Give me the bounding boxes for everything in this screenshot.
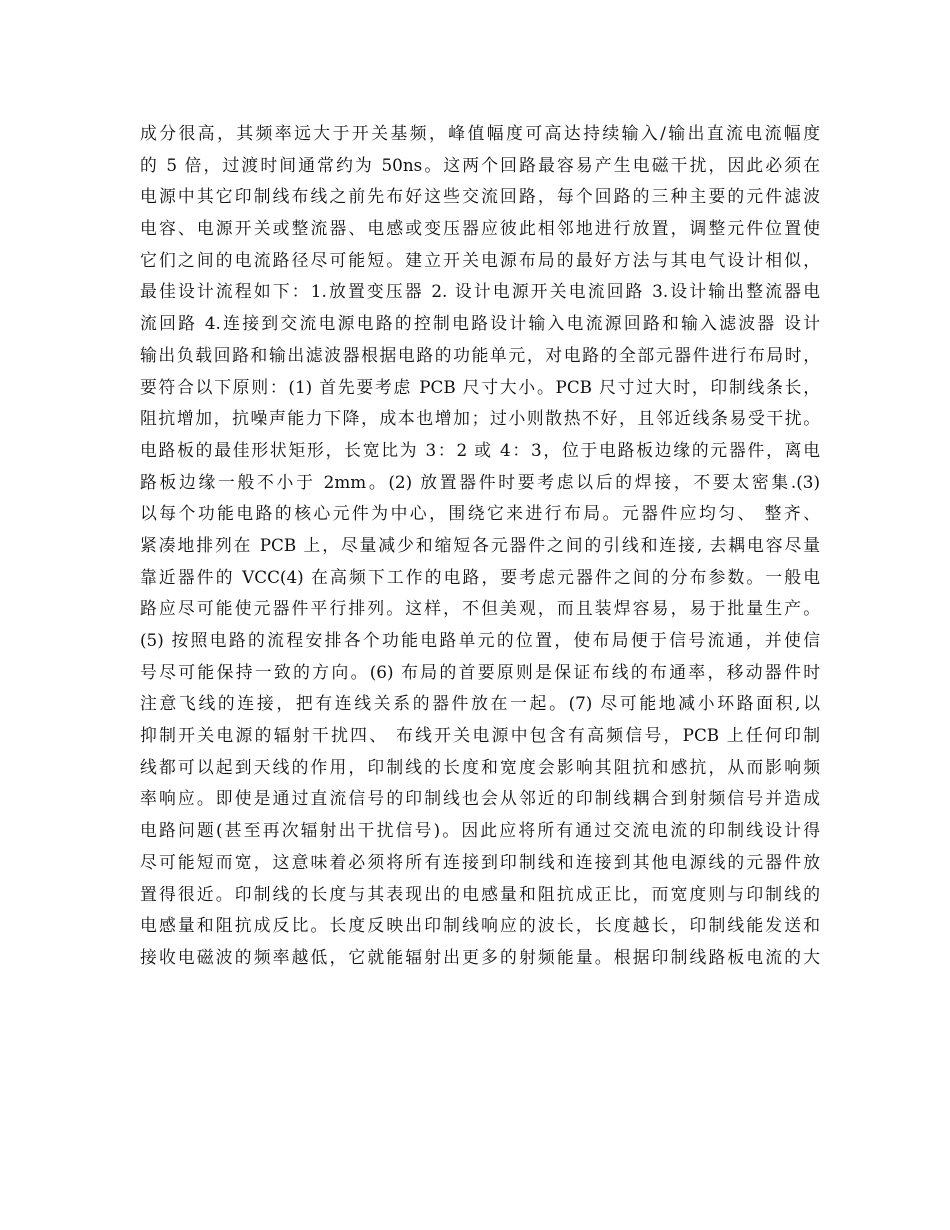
text-line: 路板边缘一般不小于 2mm。(2) 放置器件时要考虑以后的焊接，不要太密集.(3) bbox=[140, 471, 820, 492]
text-line: 要符合以下原则：(1) 首先要考虑 PCB 尺寸大小。PCB 尺寸过大时，印制线条长， bbox=[140, 376, 820, 397]
text-line: (5) 按照电路的流程安排各个功能电路单元的位置，使布局便于信号流通，并使信 bbox=[140, 630, 820, 650]
text-line: 路应尽可能使元器件平行排列。这样，不但美观，而且装焊容易，易于批量生产。 bbox=[140, 598, 820, 619]
text-line: 电感量和阻抗成反比。长度反映出印制线响应的波长，长度越长，印制线能发送和 bbox=[140, 915, 820, 936]
text-line: 线都可以起到天线的作用，印制线的长度和宽度会影响其阻抗和感抗，从而影响频 bbox=[140, 756, 820, 777]
text-line: 阻抗增加，抗噪声能力下降，成本也增加；过小则散热不好，且邻近线条易受干扰。 bbox=[140, 408, 820, 429]
text-line: 它们之间的电流路径尽可能短。建立开关电源布局的最好方法与其电气设计相似， bbox=[140, 249, 820, 270]
text-line: 最佳设计流程如下：1.放置变压器 2. 设计电源开关电流回路 3.设计输出整流器电 bbox=[140, 281, 820, 302]
text-line: 的 5 倍，过渡时间通常约为 50ns。这两个回路最容易产生电磁干扰，因此必须在 bbox=[140, 154, 820, 175]
text-line: 流回路 4.连接到交流电源电路的控制电路设计输入电流源回路和输入滤波器 设计 bbox=[140, 313, 820, 334]
text-line: 电路板的最佳形状矩形，长宽比为 3：2 或 4：3，位于电路板边缘的元器件，离电 bbox=[140, 439, 820, 460]
text-line: 紧凑地排列在 PCB 上，尽量减少和缩短各元器件之间的引线和连接, 去耦电容尽量 bbox=[140, 534, 820, 555]
text-line: 输出负载回路和输出滤波器根据电路的功能单元，对电路的全部元器件进行布局时， bbox=[140, 344, 820, 365]
text-line: 电源中其它印制线布线之前先布好这些交流回路，每个回路的三种主要的元件滤波 bbox=[140, 186, 820, 207]
text-line: 电容、电源开关或整流器、电感或变压器应彼此相邻地进行放置，调整元件位置使 bbox=[140, 218, 820, 239]
text-line: 尽可能短而宽，这意味着必须将所有连接到印制线和连接到其他电源线的元器件放 bbox=[140, 851, 820, 872]
text-line: 号尽可能保持一致的方向。(6) 布局的首要原则是保证布线的布通率，移动器件时 bbox=[140, 661, 820, 682]
text-line: 接收电磁波的频率越低，它就能辐射出更多的射频能量。根据印制线路板电流的大 bbox=[140, 946, 820, 967]
text-line: 置得很近。印制线的长度与其表现出的电感量和阻抗成正比，而宽度则与印制线的 bbox=[140, 883, 820, 904]
text-line: 电路问题(甚至再次辐射出干扰信号)。因此应将所有通过交流电流的印制线设计得 bbox=[140, 820, 820, 841]
text-line: 率响应。即使是通过直流信号的印制线也会从邻近的印制线耦合到射频信号并造成 bbox=[140, 788, 820, 809]
text-line: 以每个功能电路的核心元件为中心，围绕它来进行布局。元器件应均匀、 整齐、 bbox=[140, 503, 820, 524]
text-line: 成分很高，其频率远大于开关基频，峰值幅度可高达持续输入/输出直流电流幅度 bbox=[140, 123, 820, 143]
text-line: 靠近器件的 VCC(4) 在高频下工作的电路，要考虑元器件之间的分布参数。一般电 bbox=[140, 566, 820, 587]
body-text bbox=[140, 118, 820, 974]
text-line: 抑制开关电源的辐射干扰四、 布线开关电源中包含有高频信号，PCB 上任何印制 bbox=[140, 725, 820, 746]
text-line: 注意飞线的连接，把有连线关系的器件放在一起。(7) 尽可能地减小环路面积,以 bbox=[140, 693, 820, 714]
